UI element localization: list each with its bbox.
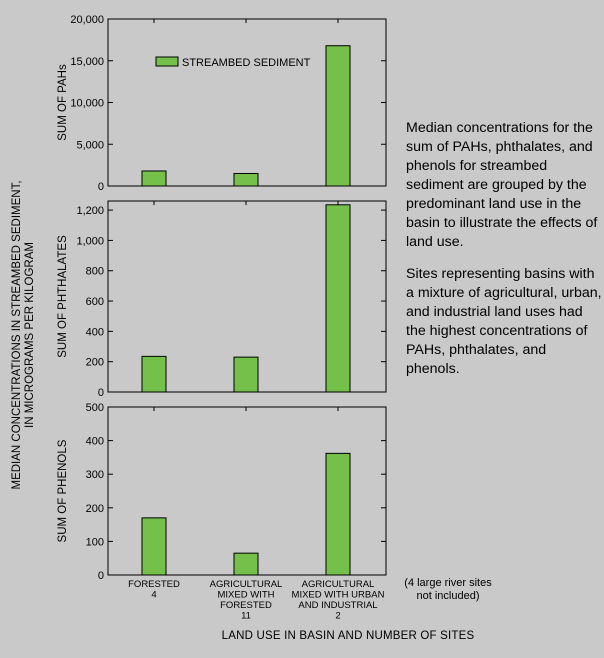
panel-2-ytick-label: 800 xyxy=(85,265,104,278)
category-label-1: 4 xyxy=(151,589,157,601)
category-label-2: FORESTED xyxy=(220,600,272,611)
omitted-sites-note xyxy=(392,577,504,603)
omitted-sites-note-line1: (4 large river sites xyxy=(404,577,492,589)
panel-3-ytick-label: 300 xyxy=(85,469,104,482)
bar-panel-1-cat-2 xyxy=(234,173,258,186)
category-label-2: AGRICULTURAL xyxy=(209,579,283,590)
legend-swatch xyxy=(156,57,178,66)
panel-3-ytick-label: 500 xyxy=(85,402,104,414)
panel-2-ytick-label: 0 xyxy=(97,387,104,399)
bar-panel-2-cat-3 xyxy=(326,205,350,392)
category-label-2: MIXED WITH xyxy=(217,589,275,601)
legend-label: STREAMBED SEDIMENT xyxy=(182,57,311,69)
panel-1-ytick-label: 20,000 xyxy=(70,14,104,26)
bar-panel-1-cat-1 xyxy=(142,171,166,186)
shared-y-axis-label-line2: IN MICROGRAMS PER KILOGRAM xyxy=(24,242,36,428)
panel-1-ytick-label: 10,000 xyxy=(70,97,104,110)
panel-1-y-axis-label: SUM OF PAHs xyxy=(57,64,69,141)
panel-2-y-axis-label: SUM OF PHTHALATES xyxy=(57,235,69,358)
explanation-paragraph-1: Median concentrations for the sum of PAHs, phthalates, and phenols for streambed sediment are grouped by the predominant land use in the basin to illustrate the effects of land use. xyxy=(406,120,598,250)
explanation-paragraph-2: Sites representing basins with a mixture of agricultural, urban, and industrial land uses had the highest concentrations of PAHs, phthalates, and phenols. xyxy=(406,266,602,377)
panel-2-ytick-label: 1,000 xyxy=(76,235,104,248)
panel-2-ytick-label: 200 xyxy=(85,356,104,369)
bar-panel-3-cat-1 xyxy=(142,518,166,575)
bar-panel-3-cat-3 xyxy=(326,453,350,575)
panel-1-ytick-label: 15,000 xyxy=(70,55,104,68)
panel-1-ytick-label: 5,000 xyxy=(76,139,104,152)
bar-panel-2-cat-2 xyxy=(234,357,258,392)
omitted-sites-note-line2: not included) xyxy=(416,590,480,602)
category-label-2: 11 xyxy=(241,610,251,622)
category-label-3: MIXED WITH URBAN xyxy=(291,589,385,601)
panel-2-ytick-label: 600 xyxy=(85,296,104,309)
category-label-3: 2 xyxy=(335,610,341,622)
x-axis-title: LAND USE IN BASIN AND NUMBER OF SITES xyxy=(221,630,475,642)
panel-3-ytick-label: 100 xyxy=(85,536,104,549)
panel-3-ytick-label: 200 xyxy=(85,502,104,515)
bar-panel-1-cat-3 xyxy=(326,46,350,186)
panel-3-y-axis-label: SUM OF PHENOLS xyxy=(57,439,69,543)
bar-panel-2-cat-1 xyxy=(142,356,166,392)
panel-2-ytick-label: 400 xyxy=(85,326,104,339)
bar-panel-3-cat-2 xyxy=(234,553,258,575)
category-label-1: FORESTED xyxy=(128,579,180,590)
panel-3-ytick-label: 0 xyxy=(97,570,104,582)
panel-2-ytick-label: 1,200 xyxy=(76,205,104,218)
category-label-3: AGRICULTURAL xyxy=(301,579,375,590)
shared-y-axis-label-line1: MEDIAN CONCENTRATIONS IN STREAMBED SEDIMENT, xyxy=(11,180,23,490)
panel-3-ytick-label: 400 xyxy=(85,435,104,448)
category-label-3: AND INDUSTRIAL xyxy=(298,600,378,611)
panel-1-ytick-label: 0 xyxy=(97,181,104,193)
